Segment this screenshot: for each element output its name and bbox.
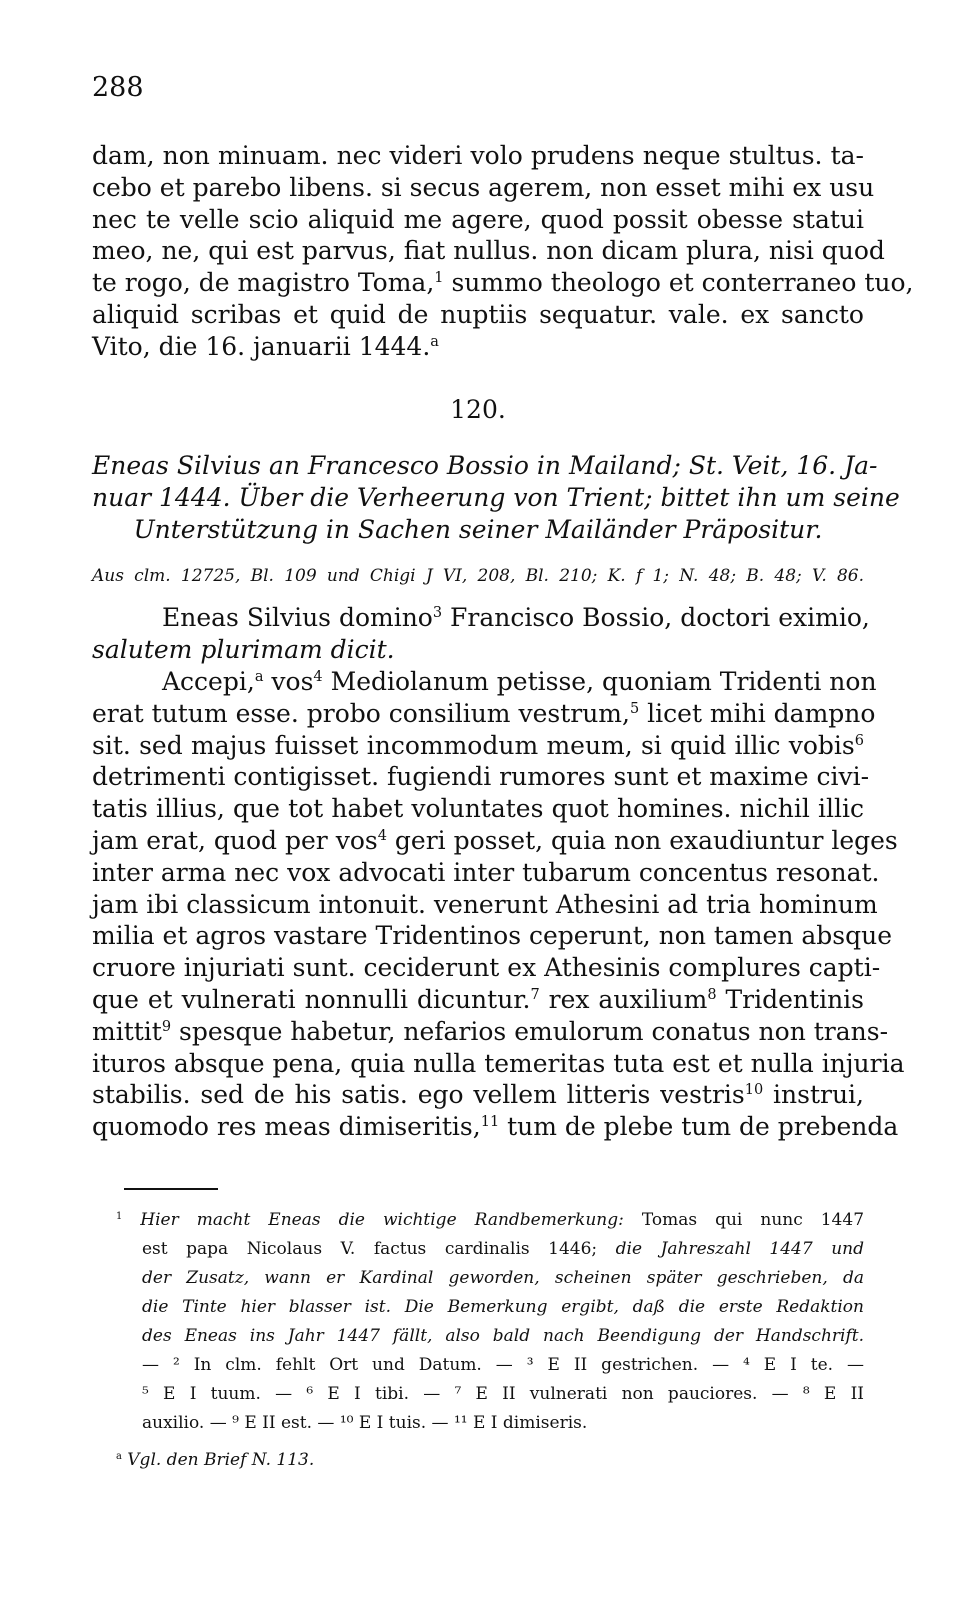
footnote-ref: a bbox=[430, 333, 439, 350]
body-line: detrimenti contigisset. fugiendi rumores sunt et maxime civi- bbox=[92, 762, 870, 792]
footnote-line: ⁵ E I tuum. — ⁶ E I tibi. — ⁷ E II vulnerati non pauciores. — ⁸ E II bbox=[142, 1384, 864, 1404]
salutation-line: salutem plurimam dicit. bbox=[92, 634, 395, 664]
source-line: Aus clm. 12725, Bl. 109 und Chigi J VI, 208, Bl. 210; K. f 1; N. 48; B. 48; V. 86. bbox=[92, 566, 864, 586]
footnotes bbox=[116, 1206, 864, 1438]
salutation-line: Eneas Silvius domino$^3$ Francisco Bossio, doctori eximio, bbox=[162, 603, 870, 632]
footnote-line: $^a$ Vgl. den Brief N. 113. bbox=[116, 1450, 315, 1470]
footnote-line: est papa Nicolaus V. factus cardinalis 1446; die Jahreszahl 1447 und bbox=[142, 1239, 865, 1259]
letter-number-block bbox=[92, 394, 864, 426]
body-line: erat tutum esse. probo consilium vestrum,$^5$ licet mihi dampno bbox=[92, 698, 876, 728]
body-line: tatis illius, que tot habet voluntates quot homines. nichil illic bbox=[92, 794, 864, 824]
footnote-line: $^1$ Hier macht Eneas die wichtige Randbemerkung: Tomas qui nunc 1447 bbox=[116, 1210, 865, 1230]
regest-line: nuar 1444. Über die Verheerung von Trient; bittet ihn um seine bbox=[92, 482, 900, 512]
footnote-divider bbox=[124, 1188, 218, 1190]
body-line: cruore injuriati sunt. ceciderunt ex Athesinis complures capti- bbox=[92, 953, 881, 983]
body-line: milia et agros vastare Tridentinos ceperunt, non tamen absque bbox=[92, 921, 893, 951]
regest-line: Unterstützung in Sachen seiner Mailänder Präpositur. bbox=[133, 514, 823, 544]
body-line: jam erat, quod per vos$^4$ geri posset, quia non exaudiuntur leges bbox=[92, 825, 898, 855]
regest-line: Eneas Silvius an Francesco Bossio in Mailand; St. Veit, 16. Ja- bbox=[92, 451, 878, 480]
body-line: inter arma nec vox advocati inter tubarum concentus resonat. bbox=[92, 857, 880, 887]
footnote-line: die Tinte hier blasser ist. Die Bemerkung ergibt, daß die erste Redaktion bbox=[142, 1297, 864, 1317]
text-line: Vito, die 16. januarii 1444.$^a$ bbox=[92, 331, 439, 361]
footnote-a bbox=[116, 1446, 864, 1475]
body-line: jam ibi classicum intonuit. venerunt Athesini ad tria hominum bbox=[92, 889, 878, 919]
source-note bbox=[92, 562, 864, 590]
body-line: que et vulnerati nonnulli dicuntur.$^7$ rex auxilium$^8$ Tridentinis bbox=[92, 984, 864, 1014]
text-line: meo, ne, qui est parvus, fiat nullus. non dicam plura, nisi quod bbox=[92, 236, 885, 266]
footnote-ref: 1 bbox=[434, 270, 444, 287]
footnote-line: — ² In clm. fehlt Ort und Datum. — ³ E II gestrichen. — ⁴ E I te. — bbox=[142, 1355, 864, 1375]
letter-number: 120. bbox=[450, 395, 506, 424]
body-line: sit. sed majus fuisset incommodum meum, si quid illic vobis$^6$ bbox=[92, 730, 864, 760]
text-line: te rogo, de magistro Toma,$^1$ summo theologo et conterraneo tuo, bbox=[92, 268, 914, 298]
opening-paragraph bbox=[92, 140, 914, 363]
footnote-line: der Zusatz, wann er Kardinal geworden, scheinen später geschrieben, da bbox=[142, 1268, 864, 1288]
footnote-line: des Eneas ins Jahr 1447 fällt, also bald nach Beendigung der Handschrift. bbox=[142, 1326, 864, 1346]
text-line: cebo et parebo libens. si secus agerem, non esset mihi ex usu bbox=[92, 172, 875, 202]
text-line: nec te velle scio aliquid me agere, quod possit obesse statui bbox=[92, 204, 864, 234]
footnote-line: auxilio. — ⁹ E II est. — ¹⁰ E I tuis. — ¹¹ E I dimiseris. bbox=[142, 1413, 588, 1433]
body-line: mittit$^9$ spesque habetur, nefarios emulorum conatus non trans- bbox=[92, 1016, 889, 1046]
body-line: Accepi,$^a$ vos$^4$ Mediolanum petisse, quoniam Tridenti non bbox=[162, 667, 877, 696]
body-line: quomodo res meas dimiseritis,$^{11}$ tum de plebe tum de prebenda bbox=[92, 1112, 899, 1142]
page-number: 288 bbox=[92, 72, 144, 103]
letter-body bbox=[92, 666, 905, 1143]
body-line: ituros absque pena, quia nulla temeritas tuta est et nulla injuria bbox=[92, 1048, 905, 1078]
text-line: dam, non minuam. nec videri volo prudens neque stultus. ta- bbox=[92, 141, 864, 170]
text-line: aliquid scribas et quid de nuptiis sequatur. vale. ex sancto bbox=[92, 299, 864, 329]
body-line: stabilis. sed de his satis. ego vellem litteris vestris$^{10}$ instrui, bbox=[92, 1080, 865, 1110]
regest bbox=[92, 450, 900, 545]
salutation bbox=[92, 602, 870, 666]
